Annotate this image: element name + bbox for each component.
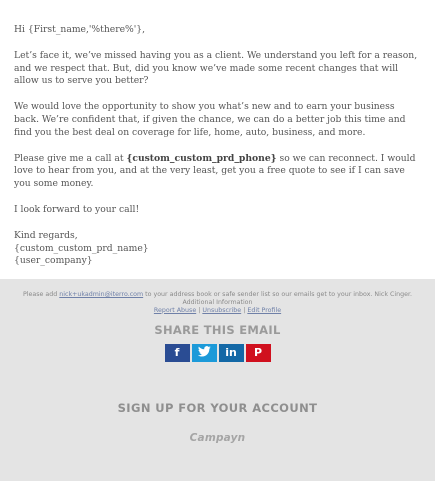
paragraph-intro: Let’s face it, we’ve missed having you as a client. We understand you left for a reason, and we respect that. But, did you know we’ve made some recent changes that will allow us to serve you better? [14, 49, 418, 87]
pinterest-share-button[interactable] [245, 343, 272, 363]
notice-text-pre: Please add [22, 291, 60, 298]
linkedin-share-button[interactable] [218, 343, 245, 363]
campayn-logo[interactable]: Campayn [189, 431, 246, 444]
facebook-share-button[interactable] [164, 343, 191, 363]
notice-text-post: to your address book or safe sender list so our emails get to your inbox. Nick Cinger. [143, 291, 413, 298]
link-separator: | [243, 306, 246, 314]
signature-name: {custom_custom_prd_name} [14, 242, 149, 254]
signup-link[interactable]: SIGN UP FOR YOUR ACCOUNT [117, 400, 318, 415]
email-footer [0, 279, 435, 481]
sender-email-link[interactable]: nick+ukadmin@iterro.com [59, 291, 144, 298]
pinterest-icon: P [253, 346, 263, 359]
call-text-post: so we can reconnect. I would love to hear from you, and at the very least, get you a free quote to see if I can save you some money. [14, 152, 416, 190]
call-text-pre: Please give me a call at [14, 152, 127, 164]
closing: Kind regards, [14, 229, 78, 241]
facebook-icon: f [174, 346, 180, 359]
safe-sender-notice [0, 291, 435, 299]
greeting: Hi {First_name,'%there%'}, [14, 24, 146, 35]
link-separator: | [198, 306, 201, 314]
twitter-share-button[interactable] [191, 343, 218, 363]
paragraph-call [14, 153, 421, 191]
share-title: SHARE THIS EMAIL [154, 322, 281, 337]
unsubscribe-link[interactable]: Unsubscribe [202, 306, 242, 314]
signature-company: {user_company} [14, 255, 93, 267]
report-abuse-link[interactable]: Report Abuse [153, 306, 197, 314]
phone-placeholder: {custom_custom_prd_phone} [126, 152, 277, 164]
share-buttons [0, 343, 435, 363]
paragraph-look-forward: I look forward to your call! [14, 203, 140, 215]
paragraph-opportunity: We would love the opportunity to show you what’s new and to earn your business back. We’re confident that, if given the chance, we can do a better job this time and find you the best deal on coverage for life, home, auto, business, and more. [14, 101, 406, 138]
edit-profile-link[interactable]: Edit Profile [247, 306, 282, 314]
additional-info-label: Additional Information [182, 298, 253, 306]
linkedin-icon: in [225, 346, 237, 359]
footer-links [0, 307, 435, 315]
twitter-icon [198, 346, 211, 360]
